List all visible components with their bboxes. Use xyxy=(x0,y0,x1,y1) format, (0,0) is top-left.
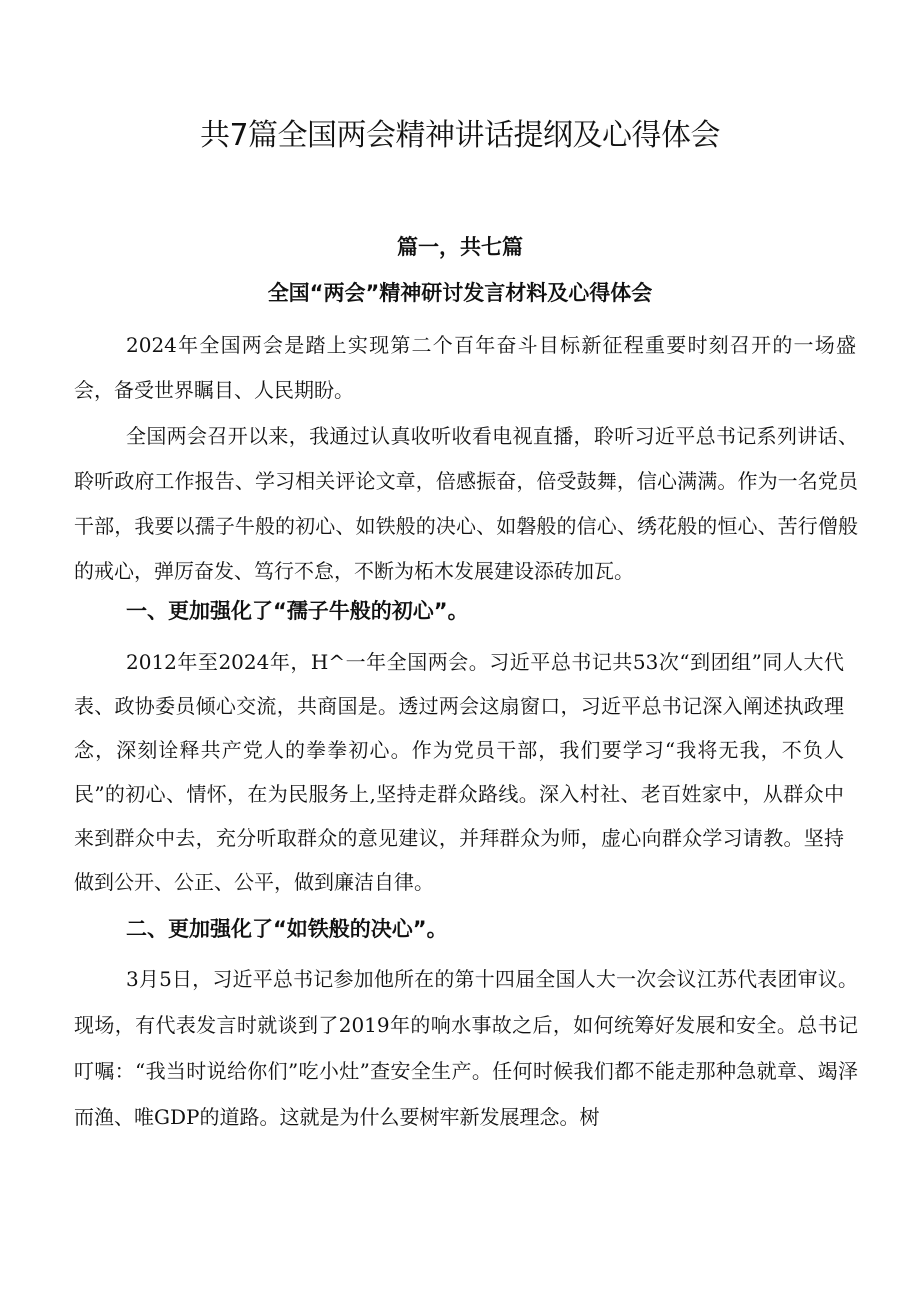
paragraph-second-point: 3月5日，习近平总书记参加他所在的第十四届全国人大一次会议江苏代表团审议。现场，有代表发言时就谈到了2019年的响水事故之后，如何统筹好发展和安全。总书记叮嘱：“我当时说给你们”吃小灶”查安全生产。任何时候我们都不能走那种急就章、竭泽而渔、唯GDP的道路。这就是为什么要树牢新发展理念。树 xyxy=(74,967,858,1129)
paragraph-intro: 2024年全国两会是踏上实现第二个百年奋斗目标新征程重要时刻召开的一场盛会，备受世界瞩目、人民期盼。 xyxy=(74,333,856,402)
paragraph-first-point: 2012年至2024年，H^一年全国两会。习近平总书记共53次“到团组”同人大代表、政协委员倾心交流，共商国是。透过两会这扇窗口，习近平总书记深入阐述执政理念，深刻诠释共产党人的拳拳初心。作为党员干部，我们要学习“我将无我，不负人民”的初心、情怀，在为民服务上,坚持走群众路线。深入村社、老百姓家中，从群众中来到群众中去，充分听取群众的意见建议，并拜群众为师，虚心向群众学习请教。坚持做到公开、公正、公平，做到廉洁自律。 xyxy=(74,650,844,894)
document-title: 共7篇全国两会精神讲话提纲及心得体会 xyxy=(199,118,721,153)
heading-second-point: 二、更加强化了“如铁般的决心”。 xyxy=(126,917,448,941)
section-title: 全国“两会”精神研讨发言材料及心得体会 xyxy=(267,281,653,305)
paragraph-reflection: 全国两会召开以来，我通过认真收听收看电视直播，聆听习近平总书记系列讲话、聆听政府工作报告、学习相关评论文章，倍感振奋，倍受鼓舞，信心满满。作为一名党员干部，我要以孺子牛般的初心、如铁般的决心、如磐般的信心、绣花般的恒心、苦行僧般的戒心，弹厉奋发、笃行不怠，不断为柘木发展建设添砖加瓦。 xyxy=(74,424,858,583)
heading-first-point: 一、更加强化了“孺子牛般的初心”。 xyxy=(126,599,469,623)
section-label: 篇一，共七篇 xyxy=(397,235,523,259)
